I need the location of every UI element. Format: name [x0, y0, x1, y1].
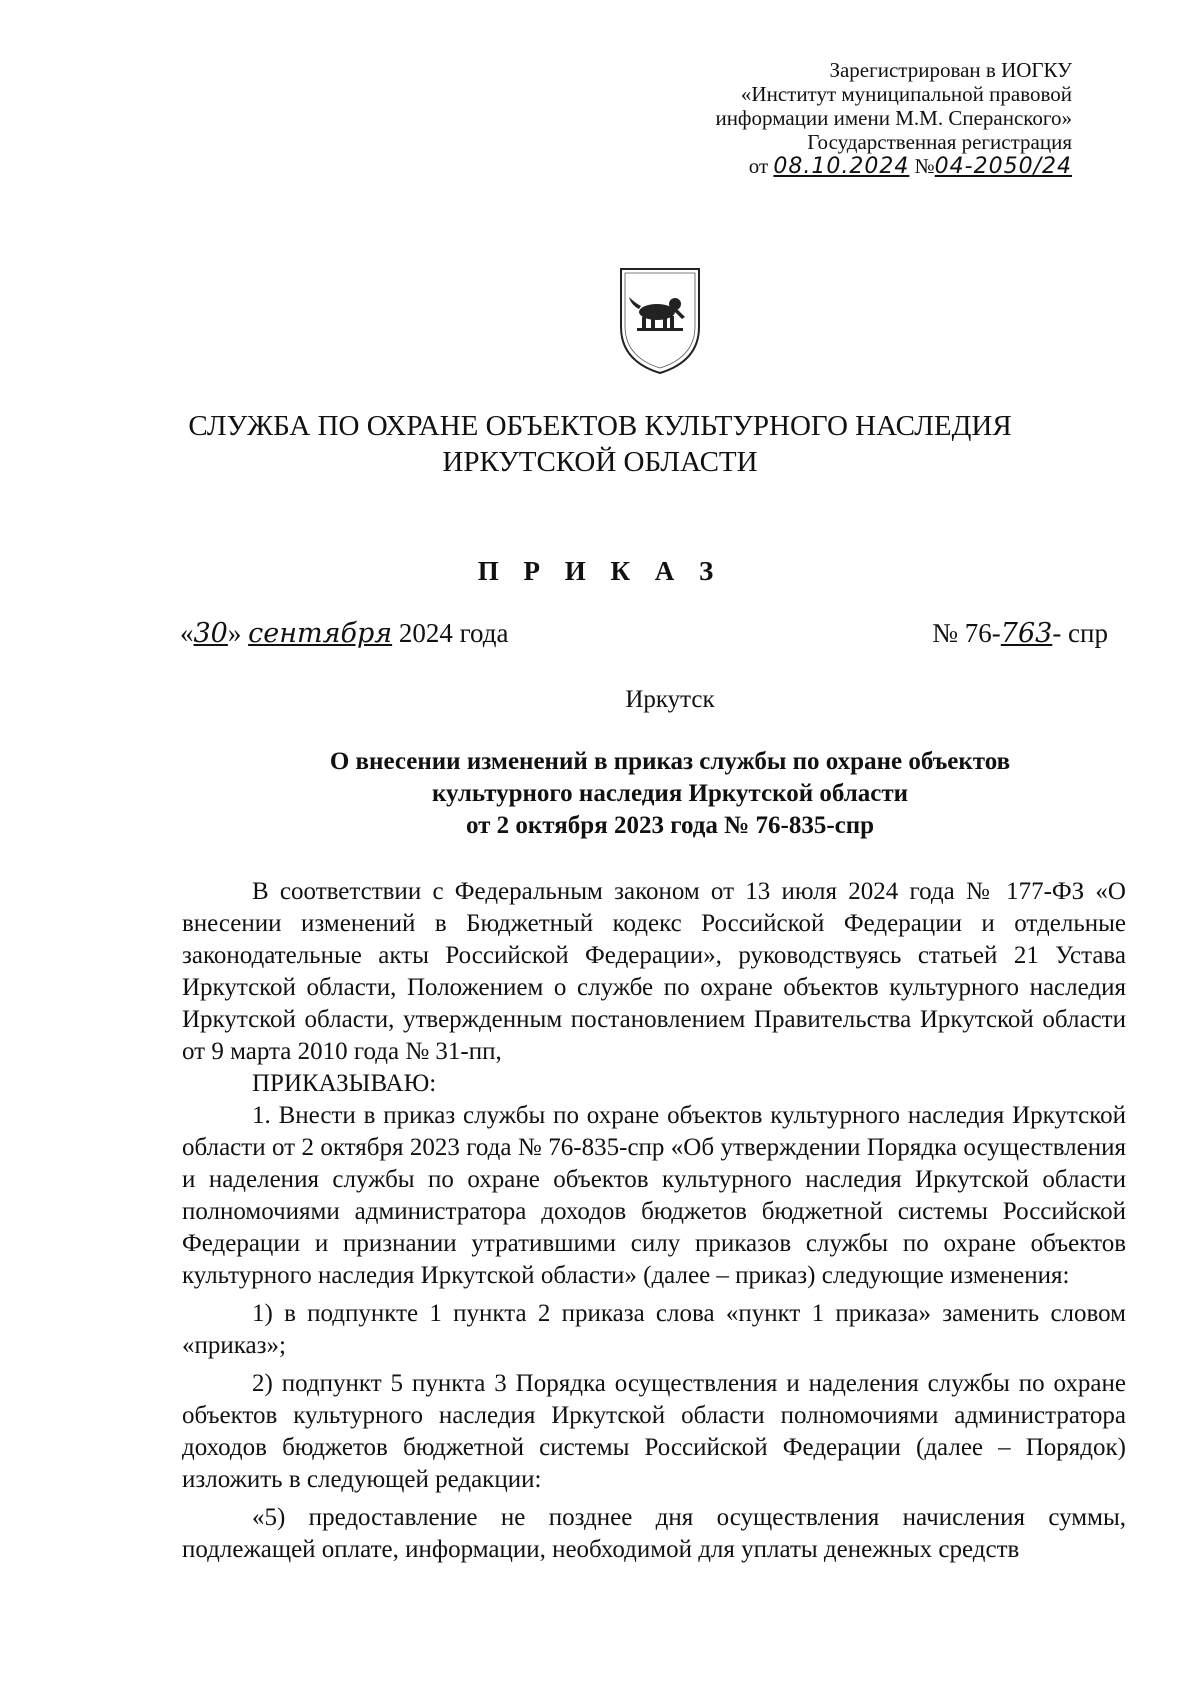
coat-of-arms-icon — [615, 265, 705, 377]
quoted-item-5-paragraph: «5) предоставление не позднее дня осуществления начисления суммы, подлежащей оплате, информации, необходимой для уплаты денежных средств — [182, 1504, 1126, 1563]
preamble-paragraph: В соответствии с Федеральным законом от 13 июля 2024 года № 177-ФЗ «О внесении изменений в Бюджетный кодекс Российской Федерации и отдельные законодательные акты Российской Федерации», руководствуясь статьей 21 Устава Иркутской области, Положением о службе по охране объектов культурного наследия Иркутской области, утвержденным постановлением Правительства Иркутской области от 9 марта 2010 года № 31-пп, — [182, 878, 1126, 1065]
registration-date-value: 08.10.2024 — [773, 154, 910, 179]
order-number-suffix: - спр — [1052, 618, 1108, 648]
registration-line-4: Государственная регистрация — [807, 130, 1072, 154]
order-date — [180, 618, 508, 649]
registration-line-3: информации имени М.М. Сперанского» — [715, 106, 1072, 130]
order-number — [932, 618, 1108, 649]
date-month: сентября — [248, 618, 393, 649]
organization-line-1: СЛУЖБА ПО ОХРАНЕ ОБЪЕКТОВ КУЛЬТУРНОГО НАСЛЕДИЯ — [188, 410, 1012, 442]
subject-heading — [0, 746, 1200, 842]
organization-name — [0, 408, 1200, 480]
date-day: 30 — [193, 618, 228, 649]
registration-date-prefix: от — [748, 154, 769, 178]
order-number-prefix: № 76- — [932, 618, 1001, 648]
sub-item-1-paragraph: 1) в подпункте 1 пункта 2 приказа слова «пункт 1 приказа» заменить словом «приказ»; — [182, 1300, 1126, 1359]
date-close-quote: » — [227, 618, 242, 648]
organization-line-2: ИРКУТСКОЙ ОБЛАСТИ — [442, 446, 758, 478]
order-word: ПРИКАЗЫВАЮ: — [252, 1070, 437, 1097]
registration-number-value: 04-2050/24 — [934, 154, 1072, 179]
date-open-quote: « — [180, 618, 194, 648]
registration-line-2: «Институт муниципальной правовой — [740, 82, 1072, 106]
city: Иркутск — [625, 686, 715, 713]
subject-line-2: культурного наследия Иркутской области — [431, 780, 909, 807]
sub-item-2-paragraph: 2) подпункт 5 пункта 3 Порядка осуществления и наделения службы по охране объектов культурного наследия Иркутской области полномочиями администратора доходов бюджетов бюджетной системы Российской Федерации (далее – Порядок) изложить в следующей редакции: — [182, 1370, 1126, 1493]
registration-line-1: Зарегистрирован в ИОГКУ — [829, 58, 1072, 82]
registration-stamp — [715, 58, 1072, 179]
registration-number-prefix: № — [914, 154, 935, 178]
document-body — [182, 876, 1126, 1566]
date-year: 2024 года — [398, 618, 509, 648]
order-number-handwritten: 763 — [1000, 618, 1053, 649]
subject-line-3: от 2 октября 2023 года № 76-835-спр — [465, 812, 875, 839]
item-1-paragraph: 1. Внести в приказ службы по охране объектов культурного наследия Иркутской области от 2 октября 2023 года № 76-835-спр «Об утверждении Порядка осуществления и наделения службы по охране объектов культурного наследия Иркутской области полномочиями администратора доходов бюджетов бюджетной системы Российской Федерации и признании утратившими силу приказов службы по охране объектов культурного наследия Иркутской области» (далее – приказ) следующие изменения: — [182, 1102, 1126, 1289]
registration-date-line — [715, 154, 1072, 179]
document-type: П Р И К А З — [477, 556, 723, 586]
subject-line-1: О внесении изменений в приказ службы по охране объектов — [329, 748, 1011, 775]
